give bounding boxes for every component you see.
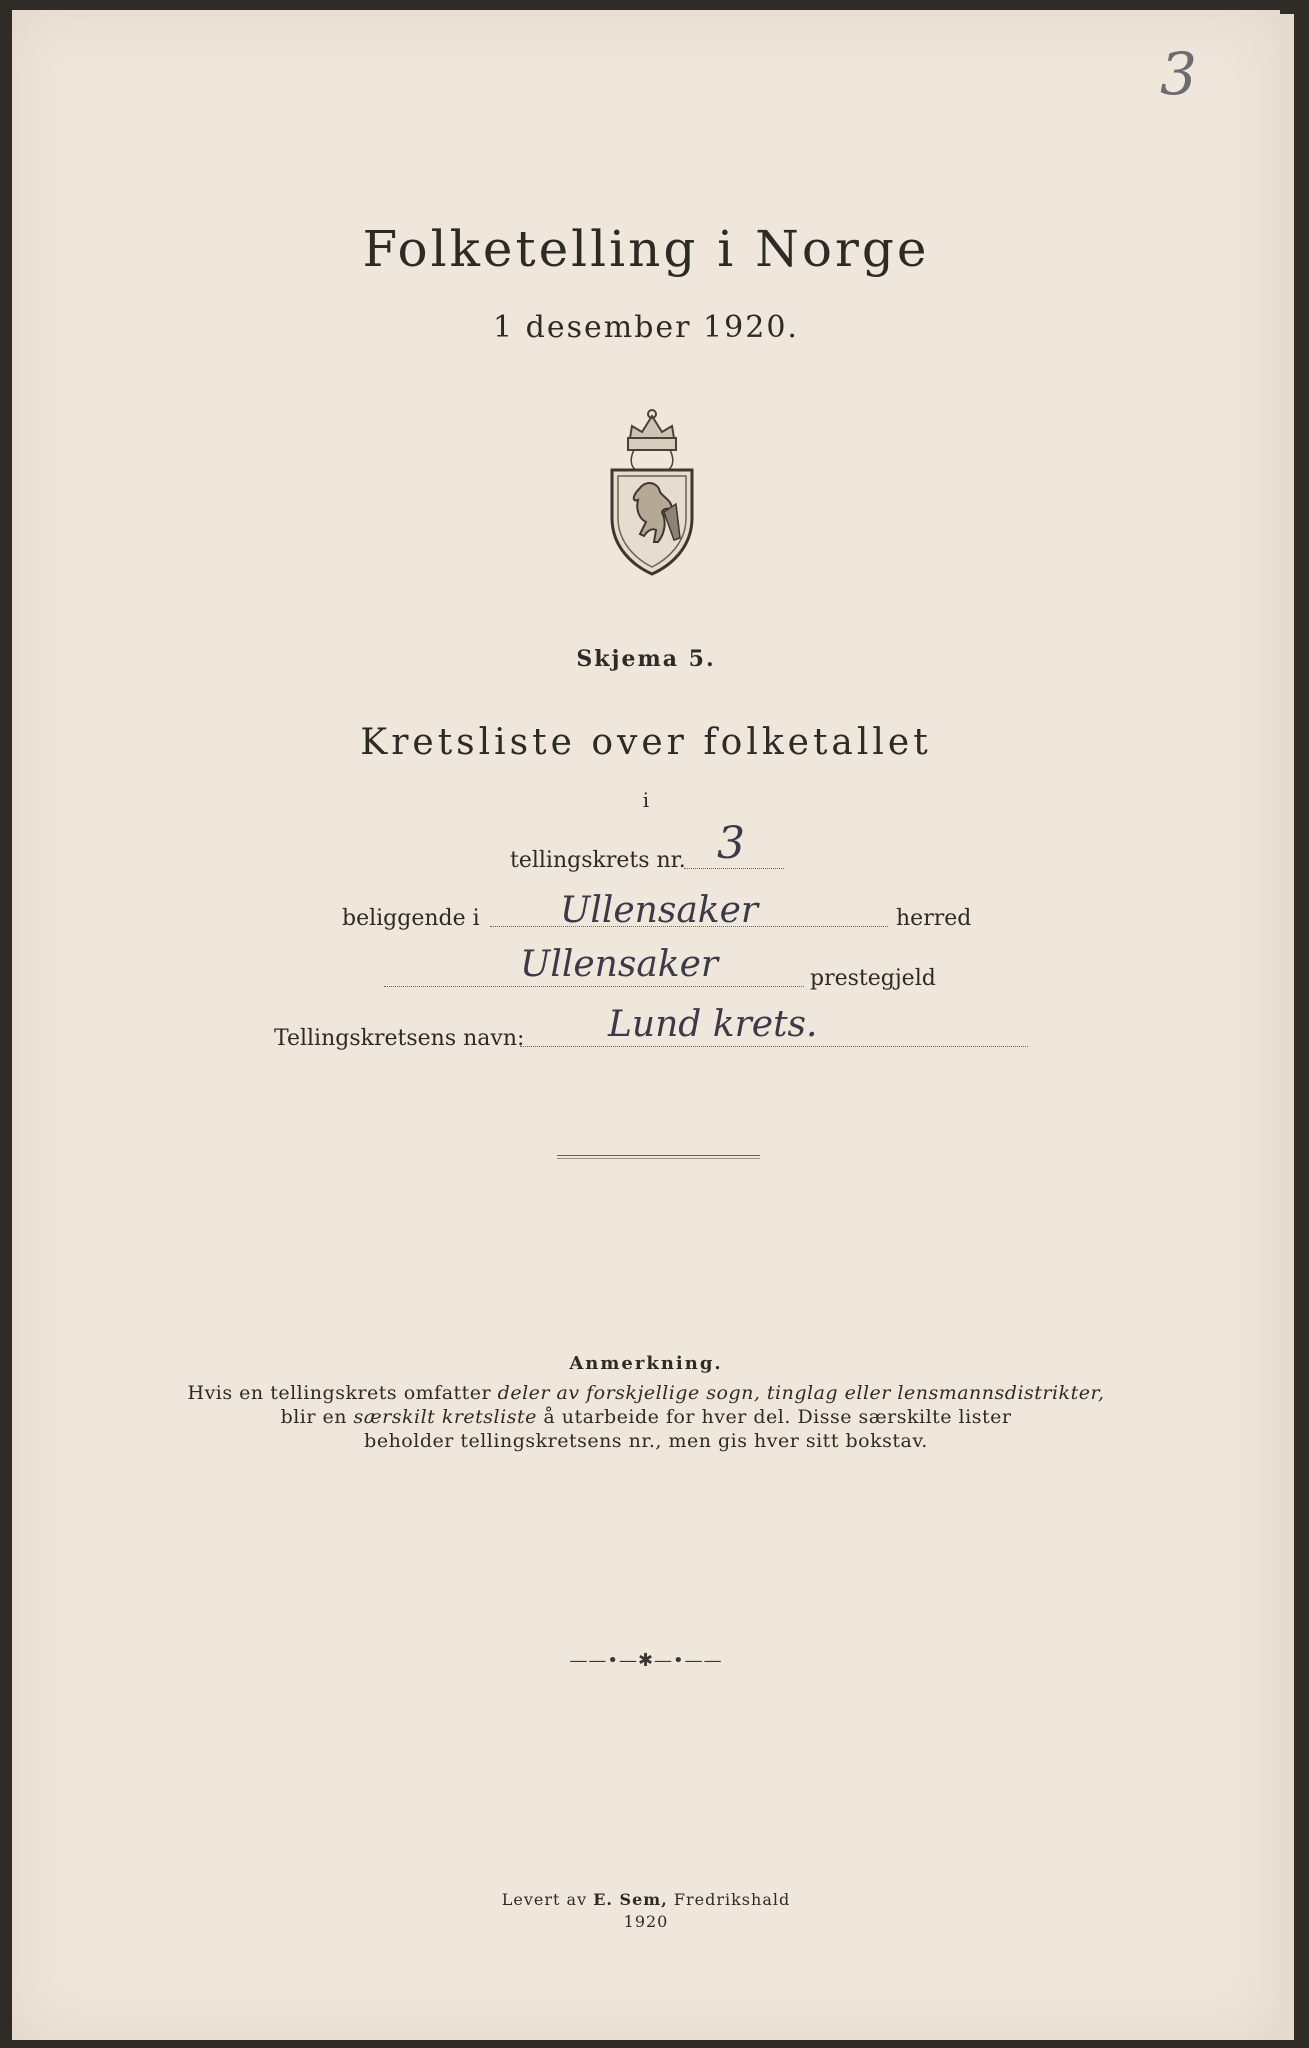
page-edge bbox=[1280, 14, 1294, 2040]
norwegian-coat-of-arms-icon bbox=[602, 408, 702, 578]
note-line-1-text: Hvis en tellingskrets omfatter bbox=[187, 1382, 498, 1404]
printer-name: E. Sem, bbox=[593, 1890, 668, 1909]
note-line-2 bbox=[12, 1406, 1280, 1428]
note-line-2-text-c: å utarbeide for hver del. Disse særskilte lister bbox=[536, 1406, 1012, 1428]
parish-label: prestegjeld bbox=[810, 966, 936, 991]
district-name-value: Lund krets. bbox=[608, 1004, 818, 1045]
printer-credit bbox=[12, 1890, 1280, 1909]
located-in-value: Ullensaker bbox=[560, 890, 759, 931]
census-form-page bbox=[12, 10, 1280, 2040]
note-line-3: beholder tellingskretsens nr., men gis hver sitt bokstav. bbox=[364, 1430, 928, 1452]
note-line-2-text-a: blir en bbox=[280, 1406, 354, 1428]
located-in-label: beliggende i bbox=[342, 906, 480, 931]
section-divider bbox=[557, 1155, 760, 1159]
printer-prefix: Levert av bbox=[501, 1890, 594, 1909]
note-line-2-italic: særskilt kretsliste bbox=[353, 1406, 537, 1428]
note-heading: Anmerkning. bbox=[569, 1353, 723, 1374]
i-connector: i bbox=[642, 788, 650, 812]
note-line-1-italic: deler av forskjellige sogn, tinglag eller lensmannsdistrikter, bbox=[497, 1382, 1105, 1404]
district-name-line bbox=[520, 1046, 1028, 1047]
parish-line bbox=[384, 986, 804, 987]
note-line-1 bbox=[12, 1382, 1280, 1404]
parish-value: Ullensaker bbox=[520, 944, 719, 985]
herred-label: herred bbox=[896, 906, 972, 931]
ornament-divider: ——•—✱—•—— bbox=[569, 1650, 723, 1671]
form-title: Folketelling i Norge bbox=[362, 220, 930, 278]
census-date: 1 desember 1920. bbox=[493, 310, 799, 345]
list-title: Kretsliste over folketallet bbox=[360, 722, 932, 763]
page-number-handwritten: 3 bbox=[1160, 40, 1197, 108]
printer-suffix: Fredrikshald bbox=[667, 1890, 791, 1909]
district-name-label: Tellingskretsens navn: bbox=[274, 1026, 525, 1051]
schema-label: Skjema 5. bbox=[576, 646, 716, 672]
printer-year: 1920 bbox=[623, 1912, 669, 1931]
district-number-value: 3 bbox=[717, 818, 745, 869]
district-number-label: tellingskrets nr. bbox=[510, 848, 686, 873]
